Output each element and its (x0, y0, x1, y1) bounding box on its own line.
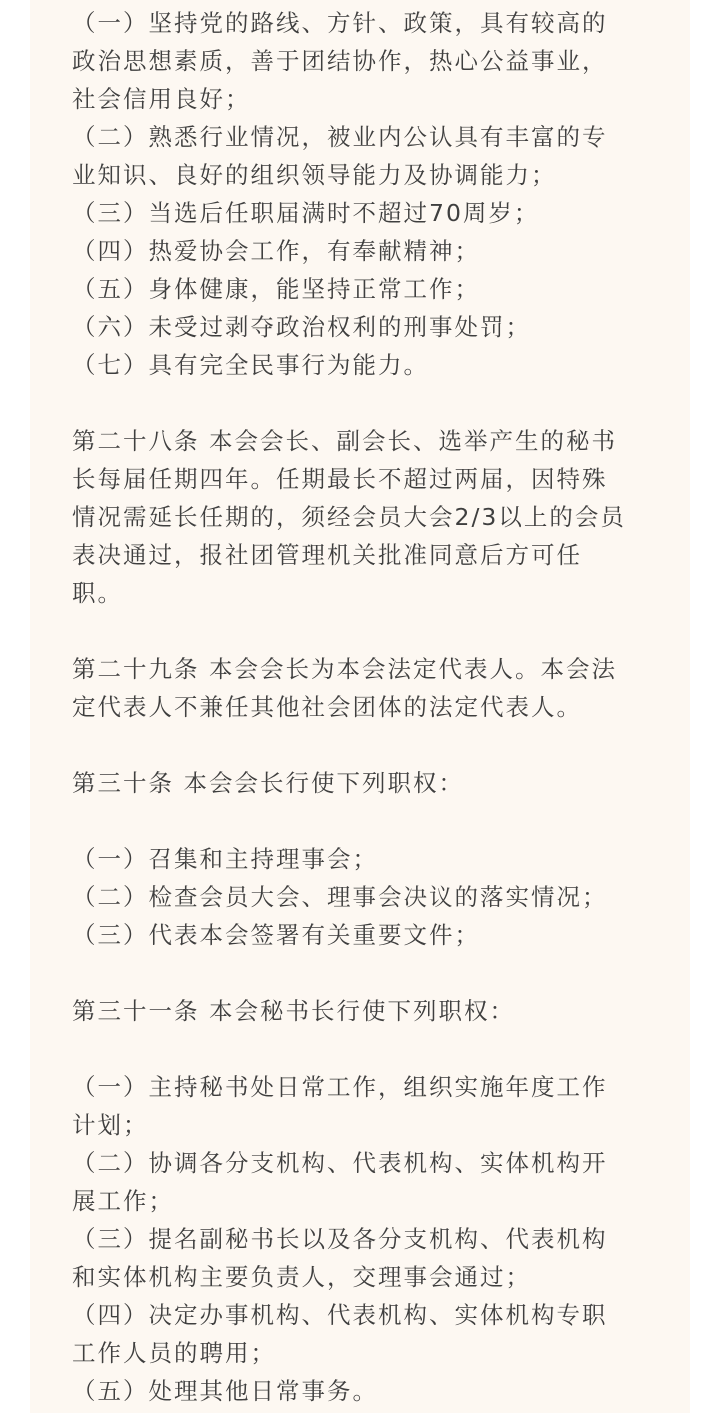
article-30-item-1: （一）召集和主持理事会； (72, 845, 378, 873)
article-31-item-5: （五）处理其他日常事务。 (72, 1377, 378, 1405)
article-31-item-2 (72, 1144, 652, 1220)
qualification-list (72, 4, 652, 384)
text-line: 展工作； (72, 1187, 174, 1215)
text-line: （三）提名副秘书长以及各分支机构、代表机构 (72, 1225, 608, 1253)
article-31-item-1 (72, 1068, 652, 1144)
article-30-item-2: （二）检查会员大会、理事会决议的落实情况； (72, 883, 608, 911)
text-line: （一）主持秘书处日常工作，组织实施年度工作 (72, 1073, 608, 1101)
article-28 (72, 422, 652, 612)
paragraph-gap (72, 726, 652, 764)
article-31 (72, 992, 652, 1410)
text-line: 和实体机构主要负责人，交理事会通过； (72, 1263, 531, 1291)
text-line: 第二十九条 本会会长为本会法定代表人。本会法 (72, 655, 617, 683)
paragraph-gap (72, 612, 652, 650)
article-30-item-3: （三）代表本会签署有关重要文件； (72, 921, 480, 949)
paragraph-gap (72, 802, 652, 840)
document-text (72, 4, 652, 1410)
qualification-item-4: （四）热爱协会工作，有奉献精神； (72, 237, 480, 265)
qualification-item-5: （五）身体健康，能坚持正常工作； (72, 275, 480, 303)
document-page (30, 0, 690, 1413)
text-line: 计划； (72, 1111, 149, 1139)
article-30 (72, 764, 652, 954)
text-line: （二）熟悉行业情况，被业内公认具有丰富的专 (72, 123, 608, 151)
qualification-item-3: （三）当选后任职届满时不超过70周岁； (72, 199, 540, 227)
text-line: 定代表人不兼任其他社会团体的法定代表人。 (72, 693, 582, 721)
text-line: 长每届任期四年。任期最长不超过两届，因特殊 (72, 465, 608, 493)
text-line: （四）决定办事机构、代表机构、实体机构专职 (72, 1301, 608, 1329)
qualification-item-1 (72, 4, 652, 118)
text-line: （一）坚持党的路线、方针、政策，具有较高的 (72, 9, 608, 37)
article-31-item-3 (72, 1220, 652, 1296)
paragraph-gap (72, 384, 652, 422)
qualification-item-7: （七）具有完全民事行为能力。 (72, 351, 429, 379)
text-line: 情况需延长任期的，须经会员大会2/3以上的会员 (72, 503, 626, 531)
article-31-heading: 第三十一条 本会秘书长行使下列职权： (72, 997, 515, 1025)
paragraph-gap (72, 954, 652, 992)
article-30-heading: 第三十条 本会会长行使下列职权： (72, 769, 464, 797)
text-line: （二）协调各分支机构、代表机构、实体机构开 (72, 1149, 608, 1177)
text-line: 表决通过，报社团管理机关批准同意后方可任 (72, 541, 582, 569)
text-line: 工作人员的聘用； (72, 1339, 276, 1367)
paragraph-gap (72, 1030, 652, 1068)
text-line: 第二十八条 本会会长、副会长、选举产生的秘书 (72, 427, 617, 455)
article-31-item-4 (72, 1296, 652, 1372)
qualification-item-2 (72, 118, 652, 194)
text-line: 业知识、良好的组织领导能力及协调能力； (72, 161, 557, 189)
text-line: 政治思想素质，善于团结协作，热心公益事业， (72, 47, 608, 75)
text-line: 职。 (72, 579, 123, 607)
article-29 (72, 650, 652, 726)
qualification-item-6: （六）未受过剥夺政治权利的刑事处罚； (72, 313, 531, 341)
text-line: 社会信用良好； (72, 85, 251, 113)
